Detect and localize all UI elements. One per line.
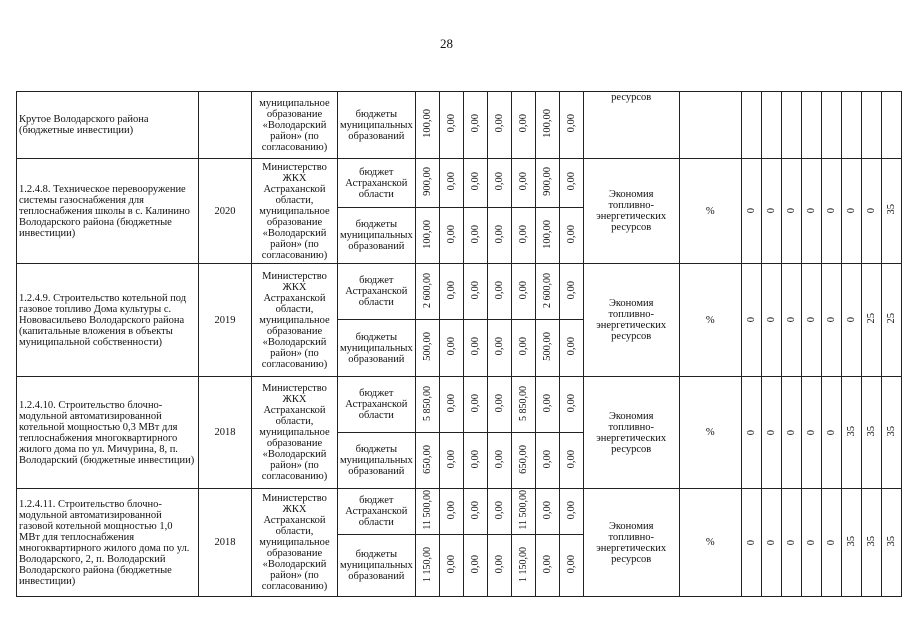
funding-value: 0,00 (445, 172, 457, 191)
funding-source: бюджеты муниципальных образований (338, 208, 416, 264)
indicator-value-cell (861, 92, 881, 159)
funding-value: 0,00 (445, 114, 457, 133)
funding-value-cell (535, 159, 559, 208)
funding-value-cell (559, 208, 583, 264)
funding-value: 0,00 (469, 224, 481, 244)
indicator-value-cell (781, 489, 801, 597)
indicator-value-cell (861, 264, 881, 377)
funding-value: 0,00 (445, 393, 457, 413)
funding-value-cell (487, 489, 511, 535)
funding-value-cell (439, 377, 463, 433)
funding-value: 0,00 (541, 393, 553, 413)
funding-value: 0,00 (493, 449, 505, 469)
measure-name: Крутое Володарского района (бюджетные инвестиции) (17, 92, 199, 159)
funding-value-cell (415, 489, 439, 535)
funding-value-cell (463, 159, 487, 208)
indicator-value-cell (861, 159, 881, 264)
measure-year: 2019 (199, 264, 252, 377)
funding-value-cell (439, 320, 463, 377)
funding-value-cell (487, 320, 511, 377)
indicator-value-cell (801, 489, 821, 597)
funding-value: 0,00 (445, 280, 457, 300)
funding-value-cell (511, 159, 535, 208)
funding-value: 0,00 (469, 500, 481, 520)
funding-value-cell (535, 535, 559, 597)
indicator-value: 35 (865, 535, 877, 547)
measure-name: 1.2.4.9. Строительство котельной под газовое топливо Дома культуры с. Нововасильево Володарского района (капитальные вложения в объекты муниципальной собственности) (17, 264, 199, 377)
funding-value: 5 850,00 (421, 385, 433, 421)
funding-source: бюджет Астраханской области (338, 377, 416, 433)
funding-value: 0,00 (565, 114, 577, 133)
funding-value: 0,00 (469, 337, 481, 356)
funding-value: 1 150,00 (421, 546, 433, 582)
indicator-value-cell (821, 377, 841, 489)
measure-executor: Министерство ЖКХ Астраханской области, муниципальное образование «Володарский район» (по согласованию) (252, 489, 338, 597)
funding-value: 0,00 (469, 393, 481, 413)
program-table (16, 91, 902, 597)
funding-value: 11 500,00 (421, 490, 433, 530)
funding-value: 2 600,00 (421, 272, 433, 308)
funding-value-cell (511, 433, 535, 489)
measure-executor: Министерство ЖКХ Астраханской области, муниципальное образование «Володарский район» (по согласованию) (252, 377, 338, 489)
funding-value-cell (463, 489, 487, 535)
funding-value: 0,00 (517, 114, 529, 133)
table-row (17, 264, 902, 320)
indicator-value: 0 (805, 429, 817, 435)
table-row (17, 92, 902, 159)
funding-value-cell (559, 320, 583, 377)
indicator-name: ресурсов (583, 92, 679, 159)
funding-value: 0,00 (469, 554, 481, 574)
indicator-value: 35 (885, 535, 897, 547)
funding-value: 0,00 (541, 500, 553, 520)
funding-value: 2 600,00 (541, 272, 553, 308)
funding-value: 0,00 (493, 393, 505, 413)
funding-value-cell (487, 264, 511, 320)
indicator-name: Экономия топливно-энергетических ресурсов (583, 377, 679, 489)
funding-value-cell (511, 264, 535, 320)
funding-value: 100,00 (541, 109, 553, 138)
funding-value-cell (439, 159, 463, 208)
indicator-name: Экономия топливно-энергетических ресурсов (583, 264, 679, 377)
funding-value: 11 500,00 (517, 490, 529, 530)
funding-value-cell (463, 320, 487, 377)
indicator-value-cell (741, 159, 761, 264)
indicator-value-cell (881, 264, 901, 377)
funding-value-cell (559, 489, 583, 535)
funding-value: 0,00 (541, 449, 553, 469)
funding-value-cell (511, 92, 535, 159)
funding-value: 500,00 (421, 332, 433, 361)
indicator-value: 0 (765, 317, 777, 323)
funding-value-cell (535, 489, 559, 535)
funding-value: 0,00 (493, 224, 505, 244)
funding-source: бюджеты муниципальных образований (338, 535, 416, 597)
indicator-value: 35 (885, 425, 897, 437)
indicator-value-cell (861, 489, 881, 597)
funding-value-cell (415, 159, 439, 208)
funding-source: бюджеты муниципальных образований (338, 92, 416, 159)
funding-value: 0,00 (565, 337, 577, 356)
funding-value: 0,00 (469, 280, 481, 300)
funding-value: 0,00 (493, 554, 505, 574)
funding-value-cell (535, 264, 559, 320)
funding-source: бюджет Астраханской области (338, 489, 416, 535)
funding-value: 0,00 (565, 172, 577, 191)
funding-value-cell (559, 159, 583, 208)
indicator-value-cell (881, 159, 901, 264)
indicator-value: 0 (805, 208, 817, 214)
funding-value: 0,00 (565, 449, 577, 469)
indicator-value-cell (881, 489, 901, 597)
funding-value: 100,00 (541, 219, 553, 249)
funding-value: 0,00 (445, 337, 457, 356)
indicator-value-cell (881, 377, 901, 489)
indicator-value-cell (821, 159, 841, 264)
indicator-value-cell (801, 264, 821, 377)
indicator-value-cell (781, 92, 801, 159)
funding-value-cell (463, 92, 487, 159)
funding-value-cell (559, 377, 583, 433)
indicator-value: 0 (825, 317, 837, 323)
funding-value-cell (415, 92, 439, 159)
indicator-value-cell (761, 92, 781, 159)
indicator-value: 0 (765, 539, 777, 545)
funding-value-cell (439, 433, 463, 489)
funding-value-cell (463, 377, 487, 433)
table-row (17, 377, 902, 433)
measure-name: 1.2.4.11. Строительство блочно-модульной автоматизированной газовой котельной мощностью 1,0 МВт для теплоснабжения многоквартирного жилого дома по ул. Володарского, 2, п. Володарский Володарского района (бюджетные инвестиции) (17, 489, 199, 597)
funding-value-cell (535, 320, 559, 377)
indicator-value-cell (801, 92, 821, 159)
indicator-unit: % (679, 264, 741, 377)
page-number: 28 (440, 36, 453, 51)
funding-value-cell (487, 433, 511, 489)
indicator-value: 35 (845, 425, 857, 437)
funding-value: 0,00 (469, 449, 481, 469)
indicator-value: 35 (845, 535, 857, 547)
funding-value: 900,00 (421, 167, 433, 196)
indicator-value-cell (841, 92, 861, 159)
indicator-value: 0 (805, 539, 817, 545)
measure-executor: муниципальное образование «Володарский район» (по согласованию) (252, 92, 338, 159)
indicator-value: 0 (785, 208, 797, 214)
indicator-value-cell (821, 92, 841, 159)
funding-value: 0,00 (541, 554, 553, 574)
measure-executor: Министерство ЖКХ Астраханской области, муниципальное образование «Володарский район» (по согласованию) (252, 264, 338, 377)
funding-value: 0,00 (565, 393, 577, 413)
indicator-value-cell (801, 377, 821, 489)
funding-value: 5 850,00 (517, 385, 529, 421)
indicator-value-cell (801, 159, 821, 264)
indicator-value: 0 (845, 208, 857, 214)
funding-value: 0,00 (445, 500, 457, 520)
funding-value-cell (535, 433, 559, 489)
funding-source: бюджет Астраханской области (338, 264, 416, 320)
indicator-value-cell (841, 489, 861, 597)
funding-value-cell (511, 377, 535, 433)
table-row (17, 159, 902, 208)
funding-value: 0,00 (565, 500, 577, 520)
measure-year: 2018 (199, 377, 252, 489)
indicator-value: 0 (785, 539, 797, 545)
funding-value-cell (415, 208, 439, 264)
indicator-value-cell (741, 92, 761, 159)
funding-value-cell (511, 208, 535, 264)
funding-value: 650,00 (517, 444, 529, 474)
indicator-unit: % (679, 159, 741, 264)
indicator-unit (679, 92, 741, 159)
funding-value-cell (559, 264, 583, 320)
measure-name: 1.2.4.8. Техническое перевооружение системы газоснабжения для теплоснабжения школы в с. Калинино Володарского района (бюджетные инвестиции) (17, 159, 199, 264)
indicator-value-cell (841, 377, 861, 489)
funding-value: 0,00 (445, 554, 457, 574)
funding-value: 0,00 (469, 172, 481, 191)
funding-value-cell (559, 433, 583, 489)
funding-value: 0,00 (445, 224, 457, 244)
funding-value: 0,00 (517, 224, 529, 244)
indicator-value: 35 (865, 425, 877, 437)
funding-source: бюджеты муниципальных образований (338, 320, 416, 377)
funding-value-cell (415, 377, 439, 433)
funding-value-cell (511, 489, 535, 535)
funding-value: 0,00 (517, 172, 529, 191)
measure-year: 2018 (199, 489, 252, 597)
indicator-value-cell (821, 264, 841, 377)
measure-name: 1.2.4.10. Строительство блочно-модульной автоматизированной котельной мощностью 0,3 МВт для теплоснабжения многоквартирного жилого дома по ул. Мичурина, 8, п. Володарский (бюджетные инвестиции) (17, 377, 199, 489)
funding-value: 0,00 (445, 449, 457, 469)
measure-year: 2020 (199, 159, 252, 264)
funding-value-cell (511, 535, 535, 597)
funding-value: 0,00 (469, 114, 481, 133)
funding-value-cell (439, 92, 463, 159)
funding-value: 900,00 (541, 167, 553, 196)
funding-value: 650,00 (421, 444, 433, 474)
funding-value: 0,00 (517, 337, 529, 356)
indicator-value: 25 (865, 313, 877, 324)
funding-value-cell (559, 92, 583, 159)
indicator-value-cell (741, 489, 761, 597)
funding-value: 1 150,00 (517, 546, 529, 582)
funding-value-cell (463, 208, 487, 264)
indicator-value-cell (761, 264, 781, 377)
table-row (17, 489, 902, 535)
funding-source: бюджеты муниципальных образований (338, 433, 416, 489)
indicator-unit: % (679, 489, 741, 597)
indicator-value-cell (781, 264, 801, 377)
funding-value: 0,00 (565, 280, 577, 300)
funding-value-cell (535, 377, 559, 433)
indicator-value: 0 (785, 317, 797, 323)
funding-value: 0,00 (493, 337, 505, 356)
funding-value-cell (535, 92, 559, 159)
funding-value-cell (415, 264, 439, 320)
indicator-value: 0 (865, 208, 877, 214)
funding-value-cell (439, 535, 463, 597)
indicator-value: 0 (825, 539, 837, 545)
indicator-value: 25 (885, 313, 897, 324)
indicator-value-cell (881, 92, 901, 159)
indicator-value: 0 (745, 208, 757, 214)
funding-value-cell (487, 159, 511, 208)
indicator-value-cell (861, 377, 881, 489)
indicator-value-cell (761, 159, 781, 264)
funding-source: бюджет Астраханской области (338, 159, 416, 208)
funding-value-cell (487, 92, 511, 159)
funding-value: 0,00 (493, 172, 505, 191)
funding-value-cell (415, 535, 439, 597)
funding-value: 500,00 (541, 332, 553, 361)
indicator-unit: % (679, 377, 741, 489)
indicator-value: 0 (745, 539, 757, 545)
indicator-value-cell (761, 489, 781, 597)
funding-value: 0,00 (493, 114, 505, 133)
indicator-value: 0 (825, 208, 837, 214)
indicator-value: 0 (785, 429, 797, 435)
indicator-value: 0 (745, 317, 757, 323)
indicator-value: 0 (765, 208, 777, 214)
indicator-name: Экономия топливно-энергетических ресурсов (583, 489, 679, 597)
funding-value-cell (487, 377, 511, 433)
indicator-value: 0 (825, 429, 837, 435)
funding-value-cell (463, 535, 487, 597)
indicator-value-cell (841, 264, 861, 377)
measure-executor: Министерство ЖКХ Астраханской области, муниципальное образование «Володарский район» (по согласованию) (252, 159, 338, 264)
funding-value-cell (439, 489, 463, 535)
funding-value: 0,00 (493, 500, 505, 520)
indicator-value: 0 (805, 317, 817, 323)
funding-value-cell (439, 264, 463, 320)
funding-value-cell (415, 320, 439, 377)
funding-value: 0,00 (517, 280, 529, 300)
funding-value-cell (559, 535, 583, 597)
indicator-value: 0 (845, 317, 857, 323)
funding-value-cell (487, 535, 511, 597)
funding-value-cell (439, 208, 463, 264)
funding-value: 0,00 (493, 280, 505, 300)
funding-value: 100,00 (421, 109, 433, 138)
measure-year (199, 92, 252, 159)
indicator-value: 35 (885, 204, 897, 215)
indicator-value-cell (781, 377, 801, 489)
funding-value: 100,00 (421, 219, 433, 249)
indicator-name: Экономия топливно-энергетических ресурсов (583, 159, 679, 264)
funding-value-cell (463, 433, 487, 489)
funding-value-cell (487, 208, 511, 264)
indicator-value-cell (841, 159, 861, 264)
indicator-value-cell (821, 489, 841, 597)
funding-value: 0,00 (565, 224, 577, 244)
funding-value: 0,00 (565, 554, 577, 574)
indicator-value-cell (741, 377, 761, 489)
funding-value-cell (535, 208, 559, 264)
funding-value-cell (463, 264, 487, 320)
indicator-value: 0 (745, 429, 757, 435)
funding-value-cell (415, 433, 439, 489)
indicator-value-cell (761, 377, 781, 489)
indicator-value-cell (781, 159, 801, 264)
indicator-value: 0 (765, 429, 777, 435)
indicator-value-cell (741, 264, 761, 377)
funding-value-cell (511, 320, 535, 377)
